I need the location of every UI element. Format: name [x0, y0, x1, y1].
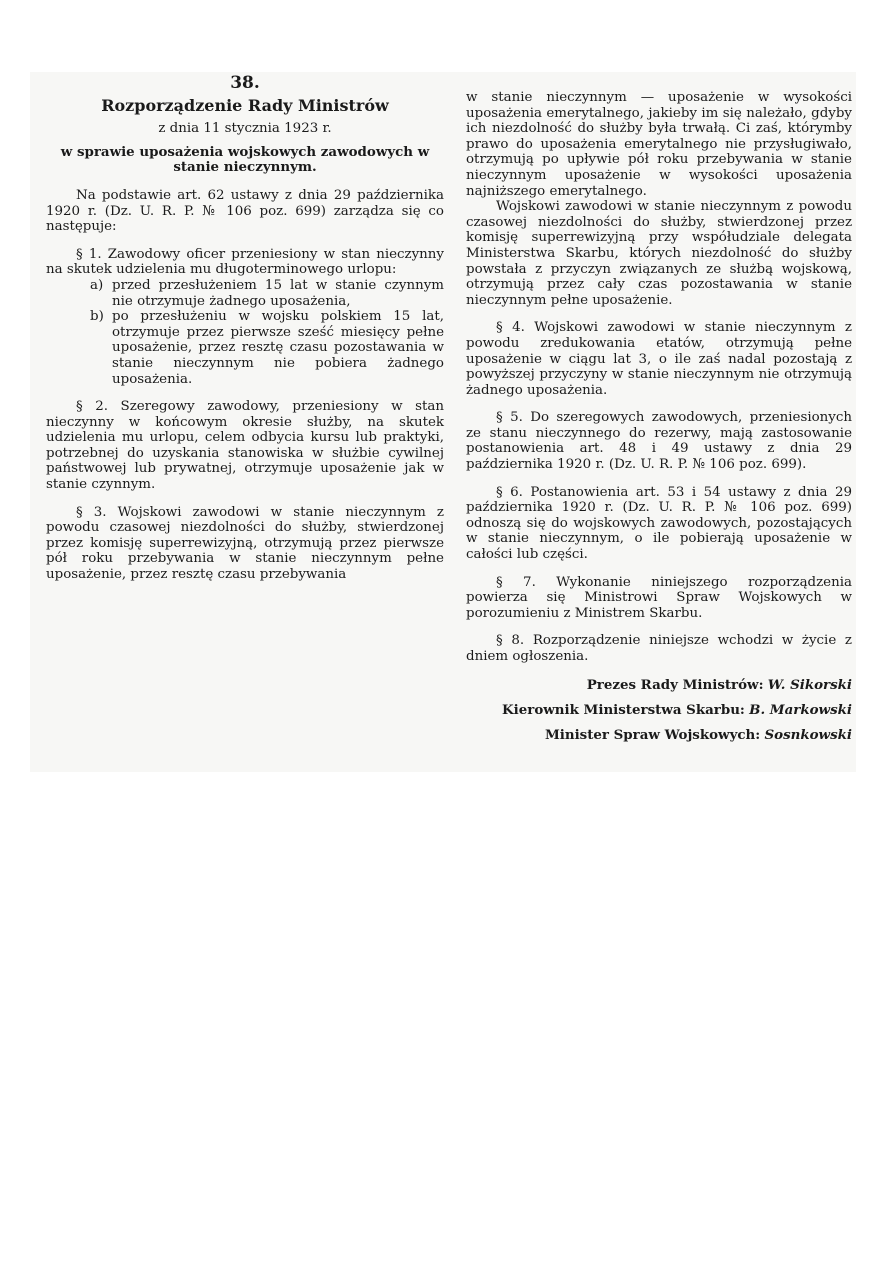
section-5: § 5. Do szeregowych zawodowych, przeniesionych ze stanu nieczynnego do rezerwy, mają zastosowanie postanowienia art. 48 i 49 ustawy z dnia 29 października 1920 r. (Dz. U. R. P. № 106 poz. 699). — [466, 410, 852, 473]
item-a-label: a) — [90, 277, 104, 293]
item-b-text: po przesłużeniu w wojsku polskiem 15 lat, otrzymuje przez pierwsze sześć miesięcy pełne uposażenie, przez resztę czasu pozostawania w stanie nieczynnym nie pobiera żadnego uposażenia. — [112, 309, 444, 387]
section-8: § 8. Rozporządzenie niniejsze wchodzi w życie z dniem ogłoszenia. — [466, 633, 852, 664]
section-1-item-a — [90, 278, 444, 309]
section-1-item-b — [90, 309, 444, 387]
signature-treasury: Kierownik Ministerstwa Skarbu: B. Markowski — [502, 701, 852, 718]
signature-prime-minister: Prezes Rady Ministrów: W. Sikorski — [586, 676, 852, 693]
section-3-paragraph-2: Wojskowi zawodowi w stanie nieczynnym z powodu czasowej niezdolności do służby, stwierdzonej przez komisję superrewizyjną przy współudziale delegata Ministerstwa Skarbu, których niezdolność do służby powstała z przyczyn związanych ze służbą wojskową, otrzymują przez cały czas pozostawania w stanie nieczynnym pełne uposażenie. — [466, 199, 852, 308]
section-3: § 3. Wojskowi zawodowi w stanie nieczynnym z powodu czasowej niezdolności do służby, stwierdzonej przez komisję superrewizyjną, otrzymują przez pierwsze pół roku przebywania w stanie nieczynnym pełne uposażenie, przez resztę czasu przebywania — [46, 504, 444, 583]
decree-number: 38. — [230, 73, 260, 93]
section-4: § 4. Wojskowi zawodowi w stanie nieczynnym z powodu zredukowania etatów, otrzymują pełne uposażenie w ciągu lat 3, o ile zaś nadal pozostają z powyższej przyczyny w stanie nieczynnym nie otrzymują żadnego uposażenia. — [466, 320, 852, 398]
item-a-text: przed przesłużeniem 15 lat w stanie czynnym nie otrzymuje żadnego uposażenia, — [112, 277, 444, 309]
signatures — [466, 673, 852, 748]
decree-subject: w sprawie uposażenia wojskowych zawodowych w stanie nieczynnym. — [60, 143, 430, 176]
preamble: Na podstawie art. 62 ustawy z dnia 29 października 1920 r. (Dz. U. R. P. № 106 poz. 699) zarządza się co następuje: — [46, 187, 444, 235]
signature-military: Minister Spraw Wojskowych: Sosnkowski — [544, 726, 852, 743]
left-column — [46, 73, 444, 583]
item-b-label: b) — [90, 309, 104, 325]
decree-title: Rozporządzenie Rady Ministrów — [101, 95, 389, 115]
decree-date: z dnia 11 stycznia 1923 r. — [158, 121, 332, 137]
right-column — [466, 90, 852, 748]
section-7: § 7. Wykonanie niniejszego rozporządzenia powierza się Ministrowi Spraw Wojskowych w porozumieniu z Ministrem Skarbu. — [466, 574, 852, 621]
section-1-intro: § 1. Zawodowy oficer przeniesiony w stan nieczynny na skutek udzielenia mu długoterminowego urlopu: — [46, 246, 444, 278]
section-6: § 6. Postanowienia art. 53 i 54 ustawy z dnia 29 października 1920 r. (Dz. U. R. P. № 106 poz. 699) odnoszą się do wojskowych zawodowych, pozostających w stanie nieczynnym, o ile pobierają uposażenie w całości lub części. — [466, 484, 852, 563]
section-2: § 2. Szeregowy zawodowy, przeniesiony w stan nieczynny w końcowym okresie służby, na skutek udzielenia mu urlopu, celem odbycia kursu lub praktyki, potrzebnej do uzyskania stanowiska w służbie cywilnej państwowej lub prywatnej, otrzymuje uposażenie jak w stanie czynnym. — [46, 399, 444, 493]
section-3-continued: w stanie nieczynnym — uposażenie w wysokości uposażenia emerytalnego, jakieby im się należało, gdyby ich niezdolność do służby była trwałą. Ci zaś, którymby prawo do uposażenia emerytalnego nie przysługiwało, otrzymują po upływie pół roku przebywania w stanie nieczynnym uposażenie w wysokości uposażenia najniższego emerytalnego. — [466, 90, 852, 199]
